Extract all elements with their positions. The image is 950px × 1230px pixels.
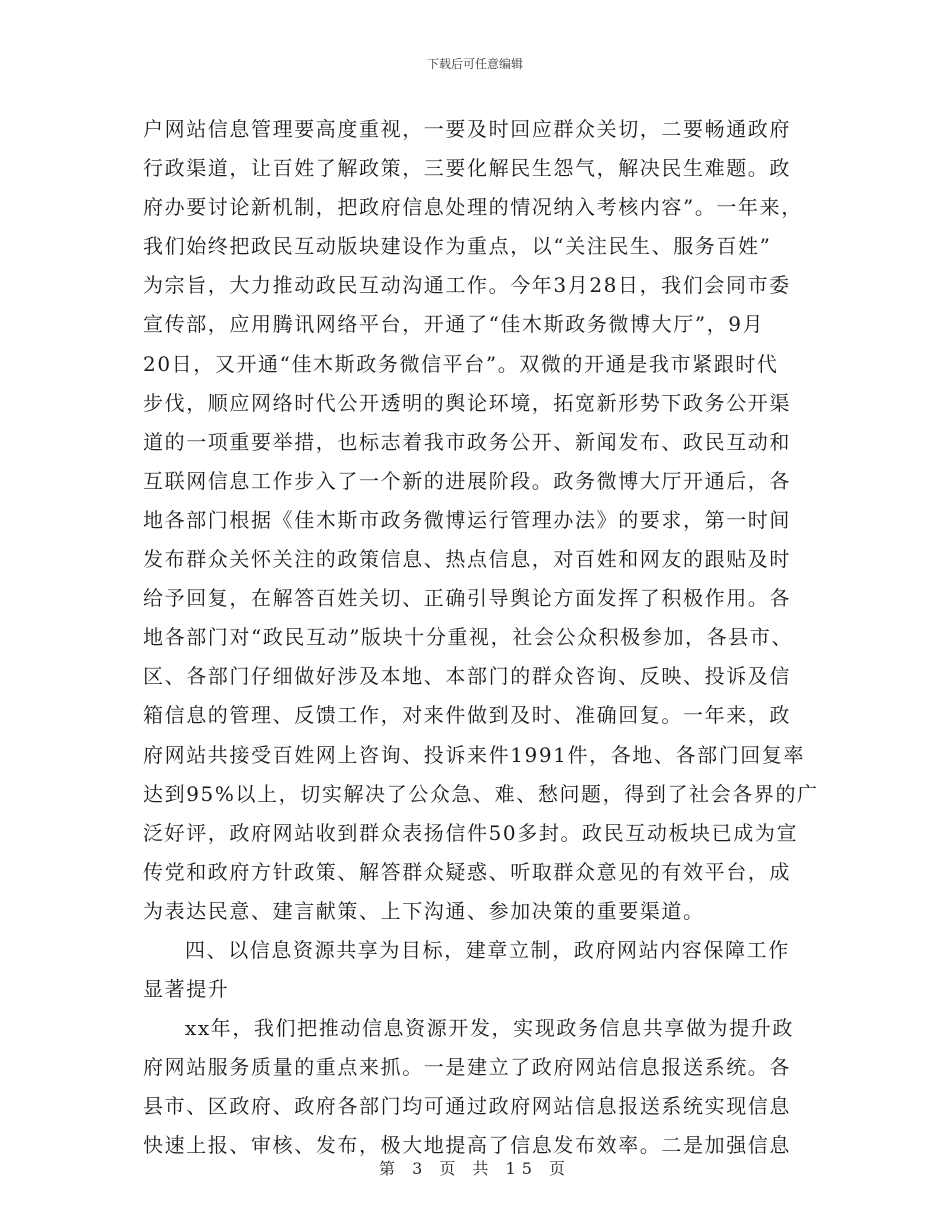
body-line: 宣传部，应用腾讯网络平台，开通了“佳木斯政务微博大厅”，9月 bbox=[143, 312, 765, 337]
section-heading-continued: 显著提升 bbox=[143, 977, 230, 1002]
body-line: 地各部门根据《佳木斯市政务微博运行管理办法》的要求，第一时间 bbox=[143, 507, 791, 532]
body-line: 为宗旨，大力推动政民互动沟通工作。今年3月28日，我们会同市委 bbox=[143, 273, 791, 298]
body-line: 县市、区政府、政府各部门均可通过政府网站信息报送系统实现信息 bbox=[143, 1094, 791, 1119]
page-footer: 第 3 页 共 15 页 bbox=[379, 1159, 571, 1178]
body-line: 府网站服务质量的重点来抓。一是建立了政府网站信息报送系统。各 bbox=[143, 1055, 791, 1080]
body-line: 区、各部门仔细做好涉及本地、本部门的群众咨询、反映、投诉及信 bbox=[143, 664, 791, 689]
body-line: 地各部门对“政民互动”版块十分重视，社会公众积极参加，各县市、 bbox=[143, 625, 794, 650]
body-line: 传党和政府方针政策、解答群众疑惑、听取群众意见的有效平台，成 bbox=[143, 859, 791, 884]
body-line: 泛好评，政府网站收到群众表扬信件50多封。政民互动板块已成为宣 bbox=[143, 820, 799, 845]
body-line: 行政渠道，让百姓了解政策，三要化解民生怨气，解决民生难题。政 bbox=[143, 156, 791, 181]
body-line: 达到95%以上，切实解决了公众急、难、愁问题，得到了社会各界的广 bbox=[143, 781, 819, 806]
body-line: 为表达民意、建言献策、上下沟通、参加决策的重要渠道。 bbox=[143, 898, 705, 923]
body-line: 道的一项重要举措，也标志着我市政务公开、新闻发布、政民互动和 bbox=[143, 429, 791, 454]
body-line: 府办要讨论新机制，把政府信息处理的情况纳入考核内容”。一年来， bbox=[143, 195, 803, 220]
body-line: 步伐，顺应网络时代公开透明的舆论环境，拓宽新形势下政务公开渠 bbox=[143, 390, 791, 415]
body-line: 互联网信息工作步入了一个新的进展阶段。政务微博大厅开通后，各 bbox=[143, 468, 791, 493]
paragraph-start: xx年，我们把推动信息资源开发，实现政务信息共享做为提升政 bbox=[185, 1016, 794, 1041]
document-body bbox=[143, 110, 819, 1166]
body-line: 给予回复，在解答百姓关切、正确引导舆论方面发挥了积极作用。各 bbox=[143, 586, 791, 611]
body-line: 户网站信息管理要高度重视，一要及时回应群众关切，二要畅通政府 bbox=[143, 117, 791, 141]
body-line: 快速上报、审核、发布，极大地提高了信息发布效率。二是加强信息 bbox=[143, 1133, 791, 1158]
body-line: 发布群众关怀关注的政策信息、热点信息，对百姓和网友的跟贴及时 bbox=[143, 547, 791, 572]
body-line: 20日，又开通“佳木斯政务微信平台”。双微的开通是我市紧跟时代 bbox=[143, 351, 779, 376]
section-heading: 四、以信息资源共享为目标，建章立制，政府网站内容保障工作 bbox=[185, 937, 790, 962]
body-line: 我们始终把政民互动版块建设作为重点，以“关注民生、服务百姓” bbox=[143, 234, 772, 259]
body-line: 箱信息的管理、反馈工作，对来件做到及时、准确回复。一年来，政 bbox=[143, 703, 791, 728]
page-header: 下载后可任意编辑 bbox=[426, 57, 523, 71]
body-line: 府网站共接受百姓网上咨询、投诉来件1991件，各地、各部门回复率 bbox=[143, 742, 806, 767]
